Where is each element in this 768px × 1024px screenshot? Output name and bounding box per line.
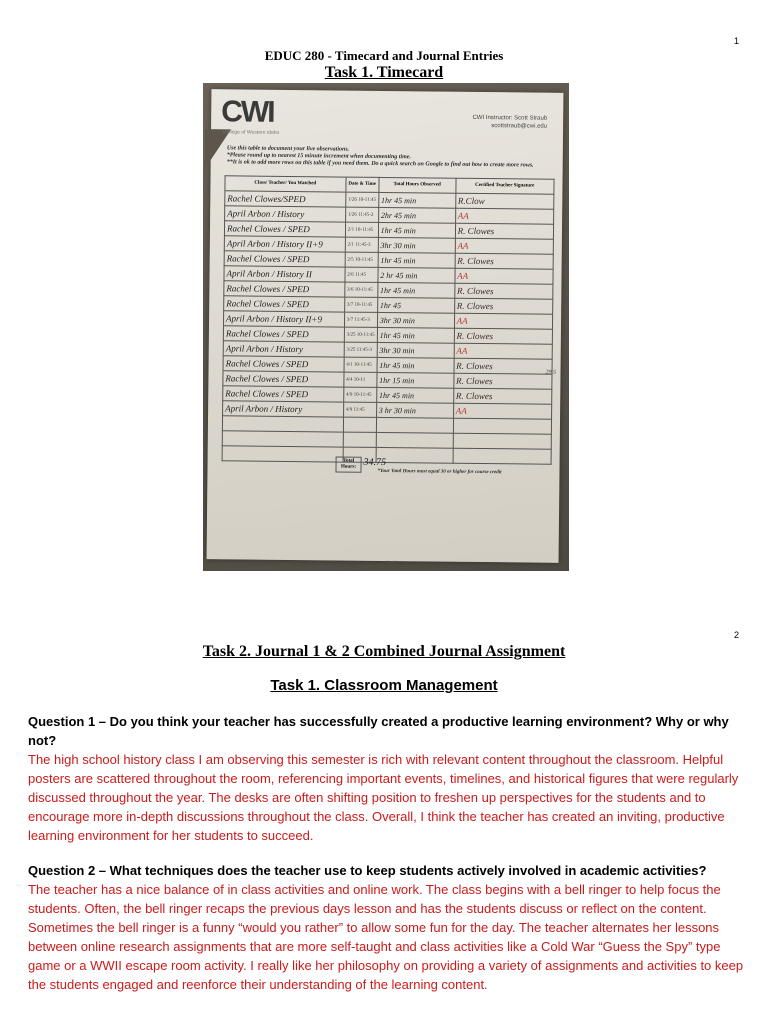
instruction-line: Use this table to document your live observations. <box>226 145 350 153</box>
cell-teacher: April Arbon / History II <box>224 266 345 282</box>
cell-date: 3/25 10-11:45 <box>344 327 377 342</box>
cell-hours: 2 hr 45 min <box>378 267 455 283</box>
task2-heading: Task 2. Journal 1 & 2 Combined Journal Assignment <box>202 643 566 660</box>
cell-date <box>343 417 376 432</box>
sheet-page-indicator: 2 of 2 <box>386 561 399 567</box>
page-number: 2 <box>734 630 740 640</box>
answer-2: The teacher has a nice balance of in class activities and online work. The class begins with a bell ringer to help focus the students. Often, the bell ringer recaps the previous days lesson and has the students discuss or reflect on the content. Sometimes the bell ringer is a funny “would you rather” to allow some fun for the day. The teacher alternates her lessons between online research assignments that are more self-taught and class activities like a Cold War “Guess the Spy” type game or a WWII escape room activity. I really like her philosophy on providing a variety of assignments and activities to keep the students engaged and reenforce their understanding of the learning content. <box>28 882 744 992</box>
cell-hours: 2hr 45 min <box>378 207 455 223</box>
cell-hours: 3hr 30 min <box>377 342 454 358</box>
cell-hours <box>376 432 453 448</box>
cell-signature: AA <box>455 208 554 224</box>
question-2: Question 2 – What techniques does the teacher use to keep students actively involved in academic activities? <box>28 863 707 878</box>
cell-date: 3/7 10-11:45 <box>344 297 377 312</box>
cwi-logo-subtitle: College of Western Idaho <box>222 129 280 136</box>
cell-signature: AA <box>454 313 553 329</box>
document-title: EDUC 280 - Timecard and Journal Entries <box>264 48 504 63</box>
answer-1: The high school history class I am observing this semester is rich with relevant content throughout the classroom. Helpful posters are scattered throughout the room, referencing important events, timelines, and historical figures that were regularly discussed throughout the year. The desks are often shifting position to freshen up perspectives for the students and to encourage more in-depth discussions throughout the class. Overall, I think the teacher has created an inviting, productive learning environment for her students to succeed. <box>28 752 739 843</box>
cell-date: 4/1 10-11:45 <box>344 357 377 372</box>
cell-date: 4/9 11:45 <box>343 402 376 417</box>
cell-teacher <box>222 431 343 447</box>
cell-date <box>343 432 376 447</box>
instruction-line: *Please round up to nearest 15 minute increment when documenting time. <box>226 152 411 161</box>
instructor-info <box>472 114 547 131</box>
header-teacher: Class/ Teacher/ You Watched <box>225 176 346 192</box>
cell-signature: R. Clowes <box>453 373 552 389</box>
cell-date: 1/26 10-11:45 <box>345 192 378 207</box>
task1-heading: Task 1. Timecard <box>324 64 444 81</box>
cell-signature: R. Clowes <box>454 283 553 299</box>
cell-date: 3/7 11:45-3 <box>344 312 377 327</box>
cell-signature <box>453 418 552 434</box>
instructor-email: scottstraub@cwi.edu <box>491 123 548 130</box>
timecard-body <box>222 191 557 464</box>
cell-signature: R. Clowes <box>455 253 554 269</box>
cell-hours: 3 hr 30 min <box>376 402 453 418</box>
total-hours-note: *Your Total Hours must equal 30 or higher for course credit <box>377 468 502 476</box>
cell-hours: 1hr 45 min <box>377 357 454 373</box>
cell-teacher <box>222 446 343 462</box>
cell-hours: 1hr 45 min <box>378 222 455 238</box>
cell-hours: 1hr 45 min <box>378 282 455 298</box>
cell-teacher: Rachel Clowes / SPED <box>223 371 344 387</box>
timecard-photo <box>203 83 569 571</box>
cell-signature <box>453 448 552 464</box>
cell-hours: 1hr 45 min <box>377 327 454 343</box>
cell-hours: 1hr 45 min <box>378 192 455 208</box>
cell-hours: 1hr 45 min <box>376 387 453 403</box>
cell-signature: R. Clowes <box>454 298 553 314</box>
cell-signature: R. Clowes <box>454 358 553 374</box>
cell-hours: 1hr 45 <box>377 297 454 313</box>
cell-teacher: Rachel Clowes / SPED <box>224 251 345 267</box>
cell-date: 4/4 10-11 <box>344 372 377 387</box>
page-number: 1 <box>734 36 740 46</box>
cell-hours: 3hr 30 min <box>378 237 455 253</box>
cell-teacher: April Arbon / History <box>223 341 344 357</box>
cell-date: 3/6 10-11:45 <box>344 282 377 297</box>
timecard-table <box>222 175 555 464</box>
table-row <box>222 446 551 464</box>
cell-date: 2/1 11:45-3 <box>345 237 378 252</box>
cell-teacher <box>222 416 343 432</box>
cell-hours: 3hr 30 min <box>377 312 454 328</box>
cell-date: 2/1 10-11:45 <box>345 222 378 237</box>
cell-signature: AA <box>454 343 553 359</box>
cell-teacher: April Arbon / History II+9 <box>224 236 345 252</box>
cell-hours <box>376 447 453 463</box>
cell-teacher: April Arbon / History II+9 <box>223 311 344 327</box>
cwi-logo: CWI <box>221 95 274 129</box>
cell-date: 3/25 11:45-3 <box>344 342 377 357</box>
cell-teacher: April Arbon / History <box>223 401 344 417</box>
cell-date: 1/26 11:45-2 <box>345 207 378 222</box>
header-hours: Total Hours Observed <box>379 177 456 193</box>
cell-teacher: Rachel Clowes / SPED <box>224 296 345 312</box>
cell-signature: AA <box>453 403 552 419</box>
margin-note: 29.5 <box>545 369 557 376</box>
cell-signature <box>453 433 552 449</box>
cell-signature: R.Clow <box>455 193 554 209</box>
total-hours-label: Total Hours: <box>335 456 361 472</box>
cell-teacher: Rachel Clowes / SPED <box>223 356 344 372</box>
cell-teacher: Rachel Clowes / SPED <box>224 281 345 297</box>
cell-teacher: Rachel Clowes / SPED <box>224 221 345 237</box>
question-1: Question 1 – Do you think your teacher has successfully created a productive learning environment? Why or why not? <box>28 714 729 748</box>
timecard-instructions <box>227 145 547 169</box>
cell-hours <box>376 417 453 433</box>
cell-teacher: Rachel Clowes / SPED <box>223 386 344 402</box>
cell-teacher: Rachel Clowes / SPED <box>223 326 344 342</box>
classroom-management-heading: Task 1. Classroom Management <box>270 677 498 694</box>
instruction-line: **It is ok to add more rows on this table if you need them. Do a quick search on Google to find out how to create more rows. <box>226 159 534 169</box>
header-date: Date & Time <box>346 177 379 192</box>
cell-signature: AA <box>455 238 554 254</box>
cell-hours: 1hr 45 min <box>378 252 455 268</box>
total-hours-value: 34.75 <box>363 456 387 469</box>
cell-date: 2/6 11:45 <box>345 267 378 282</box>
cell-teacher: Rachel Clowes/SPED <box>225 191 346 207</box>
instructor-name: CWI Instructor: Scott Straub <box>472 114 548 122</box>
cell-teacher: April Arbon / History <box>225 206 346 222</box>
cell-signature: R. Clowes <box>455 223 554 239</box>
cell-hours: 1hr 15 min <box>377 372 454 388</box>
cell-signature: R. Clowes <box>454 328 553 344</box>
cell-date: 2/5 10-11:45 <box>345 252 378 267</box>
cell-date: 4/9 10-11:45 <box>343 387 376 402</box>
timecard-sheet <box>207 89 564 567</box>
cell-signature: R. Clowes <box>453 388 552 404</box>
cell-signature: AA <box>455 268 554 284</box>
header-signature: Certified Teacher Signature <box>456 178 555 194</box>
